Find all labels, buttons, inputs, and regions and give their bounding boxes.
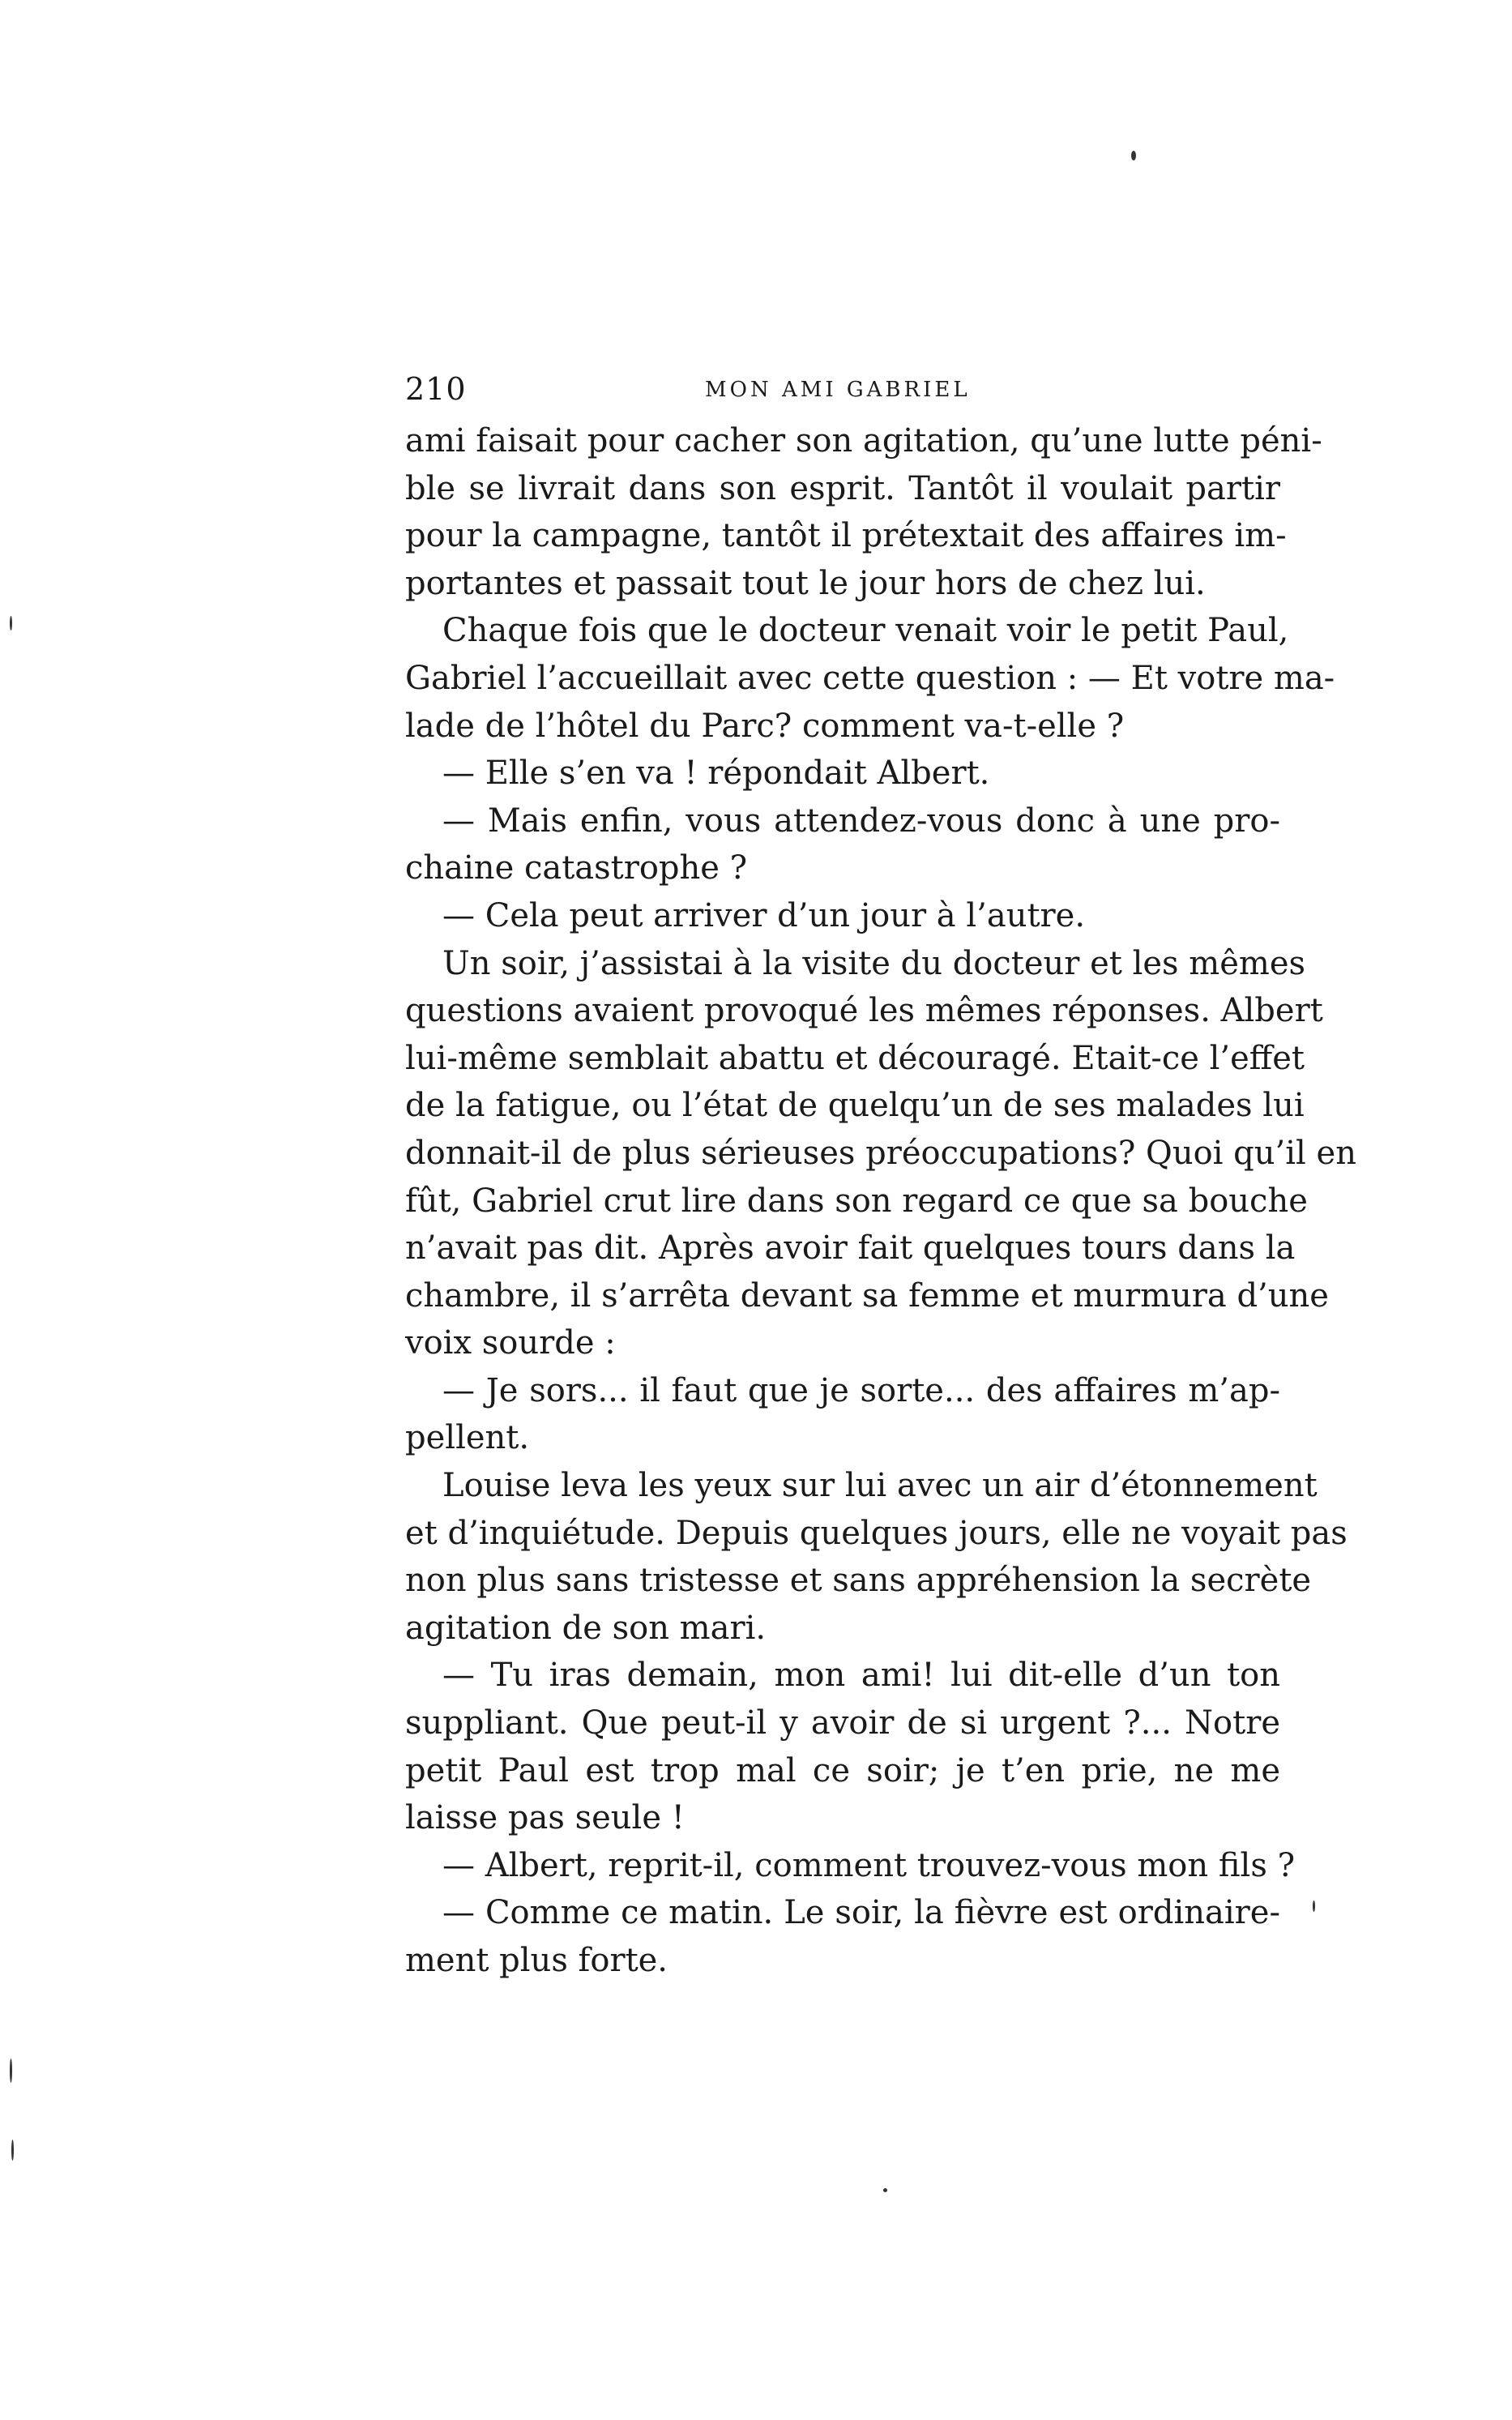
ink-speck	[11, 2140, 14, 2161]
text-line: pour la campagne, tantôt il prétextait des affaires im-	[405, 517, 1287, 555]
text-line: — Comme ce matin. Le soir, la fièvre est ordinaire-	[442, 1894, 1280, 1932]
text-line: — Albert, reprit-il, comment trouvez-vous mon fils ?	[442, 1846, 1296, 1884]
ink-speck	[10, 2059, 12, 2083]
text-line: lui-même semblait abattu et découragé. Etait-ce l’effet	[405, 1039, 1305, 1077]
text-line: — Elle s’en va ! répondait Albert.	[442, 755, 990, 793]
text-line: ment plus forte.	[405, 1942, 668, 1979]
ink-speck	[1313, 1901, 1315, 1912]
text-line: Louise leva les yeux sur lui avec un air d’étonnement	[442, 1467, 1318, 1505]
text-line: Gabriel l’accueillait avec cette question : — Et votre ma-	[405, 659, 1335, 697]
ink-speck	[1131, 151, 1136, 160]
text-line: lade de l’hôtel du Parc? comment va-t-elle ?	[405, 707, 1125, 745]
text-line: — Tu iras demain, mon ami! lui dit-elle d’un ton	[442, 1657, 1280, 1695]
text-line: questions avaient provoqué les mêmes réponses. Albert	[405, 992, 1323, 1030]
text-line: — Je sors... il faut que je sorte... des affaires m’ap-	[442, 1371, 1280, 1409]
text-line: agitation de son mari.	[405, 1609, 767, 1647]
text-line: suppliant. Que peut-il y avoir de si urgent ?... Notre	[405, 1704, 1280, 1742]
text-line: ble se livrait dans son esprit. Tantôt il voulait partir	[405, 469, 1280, 507]
text-line: portantes et passait tout le jour hors de chez lui.	[405, 564, 1206, 602]
ink-speck	[10, 616, 12, 631]
text-line: Un soir, j’assistai à la visite du docteur et les mêmes	[442, 944, 1306, 982]
text-line: — Cela peut arriver d’un jour à l’autre.	[442, 896, 1086, 934]
text-line: chaine catastrophe ?	[405, 849, 748, 887]
text-line: ami faisait pour cacher son agitation, qu’une lutte péni-	[405, 422, 1322, 460]
text-line: petit Paul est trop mal ce soir; je t’en prie, ne me	[405, 1751, 1280, 1789]
text-line: chambre, il s’arrêta devant sa femme et murmura d’une	[405, 1276, 1329, 1315]
text-line: non plus sans tristesse et sans appréhension la secrète	[405, 1562, 1312, 1600]
text-line: de la fatigue, ou l’état de quelqu’un de ses malades lui	[405, 1087, 1305, 1125]
text-line: Chaque fois que le docteur venait voir le petit Paul,	[442, 612, 1289, 650]
body-text	[405, 417, 1356, 1985]
text-line: — Mais enfin, vous attendez-vous donc à une pro-	[442, 802, 1280, 840]
text-line: fût, Gabriel crut lire dans son regard ce que sa bouche	[405, 1182, 1308, 1220]
text-line: laisse pas seule !	[405, 1799, 685, 1837]
text-line: pellent.	[405, 1419, 530, 1457]
running-title: MON AMI GABRIEL	[705, 378, 971, 402]
page-header	[405, 371, 1280, 420]
text-line: n’avait pas dit. Après avoir fait quelques tours dans la	[405, 1229, 1296, 1268]
page-number: 210	[405, 371, 467, 407]
ink-speck	[883, 2188, 887, 2192]
text-line: et d’inquiétude. Depuis quelques jours, elle ne voyait pas	[405, 1514, 1348, 1552]
text-line: voix sourde :	[405, 1324, 616, 1362]
text-line: donnait-il de plus sérieuses préoccupations? Quoi qu’il en	[405, 1134, 1356, 1172]
